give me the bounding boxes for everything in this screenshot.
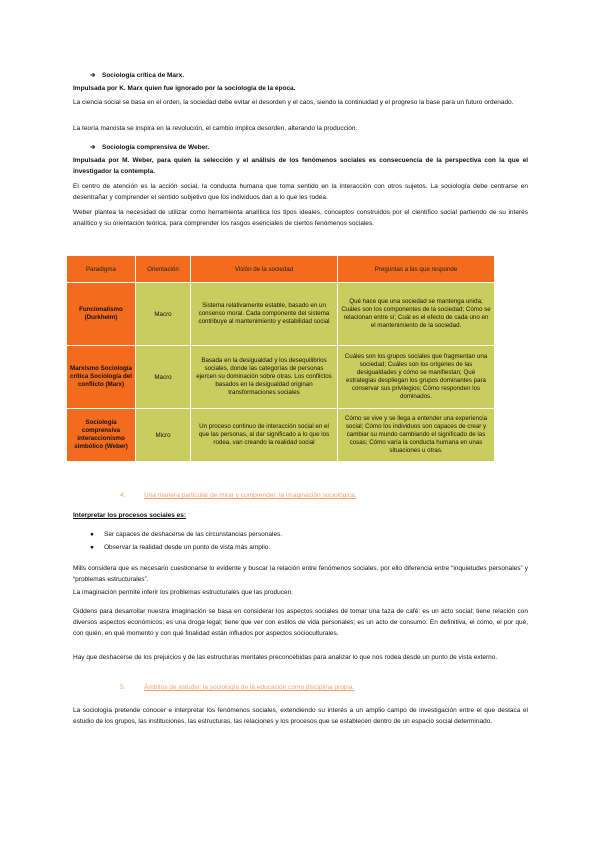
paragraph: Impulsada por M. Weber, para quien la selección y el análisis de los fenómenos sociales es consecuencia de la perspectiva con la que el investigador la contempla. bbox=[73, 157, 528, 175]
paragraph: Hay que deshacerse de los prejuicios y de las estructuras mentales preconcebidas para analizar lo que nos rodea desde un punto de vista externo. bbox=[73, 654, 498, 661]
table-cell-paradigma: Funcionalismo (Durkheim) bbox=[67, 283, 136, 346]
table-row bbox=[67, 346, 495, 409]
table-cell-orientacion: Micro bbox=[136, 409, 191, 462]
table-header-cell: Visión de la sociedad bbox=[191, 256, 338, 283]
paragraph: Impulsada por K. Marx quien fue ignorado por la sociología de la época. bbox=[73, 85, 296, 92]
section-heading-5: 5. Ámbitos de estudio: la sociología de la educación como disciplina propia. bbox=[120, 684, 355, 691]
table-cell-paradigma: Sociología comprensiva interaccionismo simbólico (Weber) bbox=[67, 409, 136, 462]
paragraph: Giddens para desarrollar nuestra imaginación se basa en considerar los aspectos sociales de tomar una taza de café: es un acto social; tiene relación con diversos aspectos económicos; es una droga legal; tiene que ver con estilos de vida personales; es un acto de consumo. En definitiva, el cómo, el por qué, con quién, en qué momento y con qué finalidad están influidos por aspectos socioculturales. bbox=[73, 608, 528, 637]
heading-weber: ➔ Sociología comprensiva de Weber. bbox=[90, 144, 210, 151]
table-header-cell: Orientación bbox=[136, 256, 191, 283]
table-cell-preguntas: Qué hace que una sociedad se mantenga unida; Cuáles son los componentes de la sociedad; Cómo se relacionan entre sí; Cuál es el efecto de cada uno en el mantenimiento de la sociedad. bbox=[338, 283, 495, 346]
table-cell-vision: Un proceso continuo de interacción social en el que las personas, al dar significado a lo que los rodea, van creando la realidad social bbox=[191, 409, 338, 462]
paragraph: El centro de atención es la acción social, la conducta humana que toma sentido en la interacción con otros sujetos. La sociología debe centrarse en desentrañar y comprender el sentido subjetivo que los individuos dan a lo que les rodea. bbox=[73, 183, 528, 201]
paragraph: La sociología pretende conocer e interpretar los fenómenos sociales, extendiendo su interés a un amplio campo de investigación entre el que destaca el estudio de los grupos, las instituciones, las estructuras, las relaciones y los procesos que se establecen dentro de un espacio social determinado. bbox=[73, 707, 528, 725]
table-cell-paradigma: Marxismo Sociología crítica Sociología del conflicto (Marx) bbox=[67, 346, 136, 409]
paragraph: La teoría marxista se inspira en la revolución, el cambio implica desorden, alterando la producción. bbox=[73, 125, 358, 132]
table-header-cell: Preguntas a las que responde bbox=[338, 256, 495, 283]
paradigms-table bbox=[66, 255, 495, 462]
bullet-icon: ● bbox=[90, 531, 94, 538]
paragraph: La ciencia social se basa en el orden, la sociedad debe evitar el desorden y el caos, siendo la continuidad y el progreso la base para un futuro ordenado. bbox=[73, 99, 514, 106]
bullet-icon: ● bbox=[90, 544, 94, 551]
arrow-right-icon: ➔ bbox=[90, 72, 96, 79]
table-header-cell: Paradigma bbox=[67, 256, 136, 283]
table-row bbox=[67, 409, 495, 462]
table-cell-vision: Sistema relativamente estable, basado en un consenso moral. Cada componente del sistema contribuye al mantenimiento y estabilidad social bbox=[191, 283, 338, 346]
table-cell-orientacion: Macro bbox=[136, 283, 191, 346]
table-row bbox=[67, 283, 495, 346]
section-heading-4: 4. Una manera particular de mirar y comprender: la imaginación sociológica. bbox=[120, 492, 357, 499]
table-cell-orientacion: Macro bbox=[136, 346, 191, 409]
heading-marx: ➔ Sociología crítica de Marx. bbox=[90, 72, 184, 79]
table-header-row bbox=[67, 256, 495, 283]
list-item: ● Observar la realidad desde un punto de vista más amplio. bbox=[90, 544, 271, 551]
table-cell-preguntas: Cómo se vive y se llega a entender una experiencia social; Cómo los individuos son capaces de crear y cambiar su mundo cambiando el significado de las cosas; Cómo varía la conducta humana en unas situaciones u otras. bbox=[338, 409, 495, 462]
table-cell-preguntas: Cuáles son los grupos sociales que fragmentan una sociedad; Cuáles son los orígenes de las desigualdades y cómo se manifiestan; Qué estrategias despliegan los grupos dominantes para conservar sus privilegios; Cómo responden los dominados. bbox=[338, 346, 495, 409]
subheading: Interpretar los procesos sociales es: bbox=[73, 512, 187, 519]
list-item: ● Ser capaces de deshacerse de las circunstancias personales. bbox=[90, 531, 283, 538]
paragraph: La imaginación permite inferir los problemas estructurales que las producen. bbox=[73, 589, 294, 596]
paragraph: Weber plantea la necesidad de utilizar como herramienta analítica los tipos ideales, conceptos construidos por el científico social partiendo de su interés analítico y su orientación teórica, para comprender los rasgos esenciales de ciertos fenómenos sociales. bbox=[73, 209, 528, 227]
arrow-right-icon: ➔ bbox=[90, 144, 96, 151]
table-cell-vision: Basada en la desigualdad y los desequilibrios sociales, donde las categorías de personas ejercen su dominación sobre otras. Los conflictos basados en la desigualdad originan transformaciones sociales bbox=[191, 346, 338, 409]
paragraph: Mills considera que es necesario cuestionarse lo evidente y buscar la relación entre fenómenos sociales, por ello diferencia entre “inquietudes personales” y “problemas estructurales”. bbox=[73, 565, 528, 583]
